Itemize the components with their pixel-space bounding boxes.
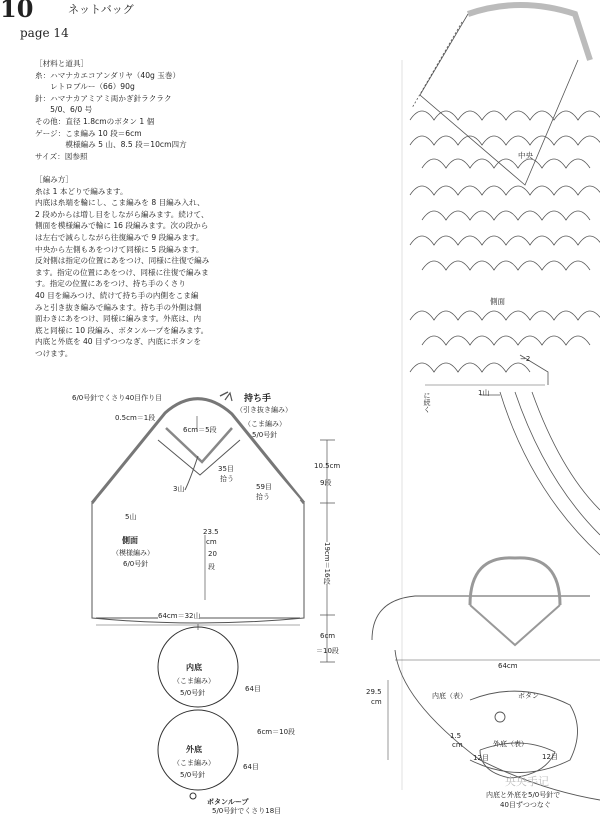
right-dim-3: 6cm [320, 632, 336, 640]
right-dim-3b: ＝10段 [316, 647, 339, 655]
height2: 20 [208, 550, 217, 558]
chain-label: 6/0号針でくさり40目作り目 [72, 394, 163, 402]
side-hook: 6/0号針 [123, 560, 149, 568]
assembly-height-unit: cm [371, 698, 382, 706]
assembly-button-label: ボタン [518, 692, 539, 700]
chart-one-yama: 1山 [478, 389, 490, 397]
method-heading: ［編み方］ [35, 175, 73, 184]
method-line: 中央から左側もあをつけて同様に 5 段編みます。 [35, 244, 204, 254]
method-section [35, 174, 209, 360]
method-line: 面わきにあをつけ、同様に編みます。外底は、内 [35, 314, 202, 324]
height1-unit: cm [206, 538, 217, 546]
height2-unit: 段 [208, 563, 215, 571]
right-dim-1: 10.5cm [314, 462, 341, 470]
materials-line: 模様編み 5 山、8.5 段＝10cm四方 [35, 140, 187, 150]
outer-bottom-pattern: （こま編み） [173, 759, 215, 767]
assembly-join2: 40目ずつつなぐ [500, 801, 551, 809]
button-loop-circle [190, 793, 196, 799]
right-dim-1b: 9段 [320, 479, 332, 487]
outer-bottom-six-cm: 6cm＝10段 [257, 728, 296, 736]
method-line: は左右で減らしながら往復編みで 9 段編みます。 [35, 232, 204, 242]
method-line: ます。指定の位置にあをつけ、同様に往復で編みま [35, 267, 209, 277]
assembly-drawing [372, 558, 600, 800]
button-loop-note: 5/0号針でくさり18目 [212, 807, 282, 815]
handle-title: 持ち手 [244, 394, 272, 404]
materials-line: 糸：ハマナカエコアンダリヤ（40g 玉巻） [35, 70, 181, 80]
outer-bottom-hook: 5/0号針 [180, 771, 206, 779]
handle-hook: 5/0号針 [252, 431, 278, 439]
pattern-number: 10 [0, 0, 34, 23]
method-line: 糸は 1 本どりで編みます。 [35, 186, 128, 196]
materials-section [35, 58, 187, 162]
method-line: 内底と外底を 40 目ずつつなぎ、内底にボタンを [35, 337, 202, 347]
method-line: 40 目を編みつけ、続けて持ち手の内側をこま編 [35, 290, 199, 300]
side-title: 側面 [122, 536, 138, 545]
method-line: 底と同様に 10 段編み、ボタンループを編みます。 [35, 325, 209, 335]
assembly-outer-label: 外底（表） [493, 740, 528, 748]
materials-line: ゲージ：こま編み 10 段＝6cm [35, 128, 142, 138]
outer-bottom-count: 64目 [243, 763, 259, 771]
method-line: つけます。 [35, 348, 73, 358]
materials-line: その他：直径 1.8cmのボタン 1 個 [35, 116, 155, 126]
pattern-title: ネットバッグ [68, 3, 134, 16]
materials-line: サイズ：図参照 [35, 151, 88, 161]
side-pattern: （模様編み） [112, 549, 154, 557]
method-line: 側面を模様編みで輪に 16 段編みます。次の段から [35, 221, 209, 231]
materials-line: レトロブルー（66）90g [35, 82, 135, 92]
pick59b-label: 拾う [256, 493, 270, 501]
handle-sub1: （引き抜き編み） [236, 406, 292, 414]
assembly-twelve-b: 12目 [542, 753, 558, 761]
page-ref: page 14 [20, 26, 69, 40]
chart-center-label: 中央 [518, 151, 533, 160]
inner-bottom-count: 64目 [245, 685, 261, 693]
stitch-chart-top [410, 5, 600, 555]
assembly-one-five: 1.5 [450, 732, 462, 740]
inner-bottom-title: 内底 [186, 663, 202, 672]
method-line: 反対側は指定の位置にあをつけ、同様に往復で編み [35, 256, 210, 266]
height1: 23.5 [203, 528, 219, 536]
inner-bottom-pattern: （こま編み） [173, 677, 215, 685]
watermark: 央央手记 [505, 775, 549, 788]
assembly-inner-label: 内底（表） [432, 692, 467, 700]
pick59-label: 59目 [256, 483, 272, 491]
three-yama-label: 3山 [173, 485, 185, 493]
six-cm-label: 6cm＝5段 [183, 426, 217, 434]
assembly-one-five-unit: cm [452, 741, 463, 749]
chart-connect-label: に続く [423, 392, 431, 413]
chart-side-label: 側面 [490, 297, 505, 306]
materials-line: 針：ハマナカアミアミ両かぎ針ラクラク [35, 93, 172, 103]
outer-bottom-title: 外底 [186, 745, 202, 754]
chart-minus2: −2 [520, 355, 531, 363]
assembly-width: 64cm [498, 662, 518, 670]
five-yama-label: 5山 [125, 513, 137, 521]
materials-line: 5/0、6/0 号 [35, 105, 93, 115]
half-cm-label: 0.5cm＝1段 [115, 414, 156, 422]
method-line: 内底は糸端を輪にし、こま編みを 8 目編み入れ、 [35, 198, 205, 208]
handle-sub2: （こま編み） [244, 420, 286, 428]
pick35-label: 35目 [218, 465, 234, 473]
assembly-height: 29.5 [366, 688, 382, 696]
width-label: 64cm＝32山 [158, 612, 201, 620]
button-loop-label: ボタンループ [207, 798, 249, 806]
method-line: 2 段めからは増し目をしながら編みます。続けて、 [35, 209, 209, 219]
method-line: す。指定の位置にあをつけ、持ち手のくさり [35, 279, 186, 289]
pick35b-label: 拾う [220, 475, 234, 483]
assembly-join: 内底と外底を5/0号針で [486, 791, 561, 799]
inner-bottom-hook: 5/0号針 [180, 689, 206, 697]
right-dim-2: 19cm＝16段 [323, 542, 331, 585]
method-line: みと引き抜き編みで編みます。持ち手の外側は側 [35, 302, 202, 312]
assembly-twelve-a: 12目 [473, 754, 489, 762]
materials-heading: ［材料と道具］ [35, 59, 89, 68]
